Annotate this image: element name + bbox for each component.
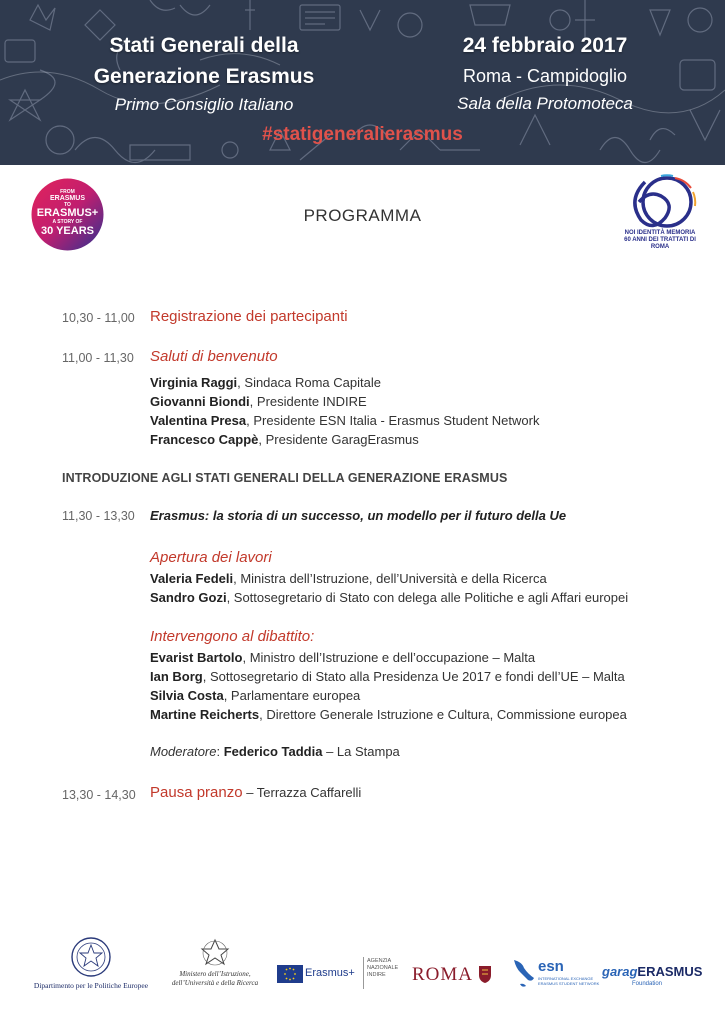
moderator-org: – La Stampa	[322, 744, 400, 759]
programma-title: PROGRAMMA	[303, 206, 422, 225]
registration-time: 10,30 - 11,00	[62, 311, 135, 325]
welcome-time: 11,00 - 11,30	[62, 351, 134, 365]
sixty-logo-line1: NOI IDENTITÀ MEMORIA	[624, 230, 696, 236]
moderator-line	[150, 744, 400, 759]
esn-italia-logo	[510, 958, 600, 990]
miur-logo	[165, 937, 265, 995]
speaker-name: Ian Borg	[150, 669, 203, 684]
apertura-speaker	[150, 571, 547, 586]
republic-emblem-icon	[165, 937, 265, 967]
speaker-role: , Sottosegretario di Stato con delega alle Politiche e agli Affari europei	[226, 590, 629, 605]
header-banner	[0, 0, 725, 165]
roma-shield-icon	[478, 964, 492, 984]
speaker-name: Sandro Gozi	[150, 590, 227, 605]
erasmus-logo-to-text: TO	[64, 202, 71, 208]
dibattito-speaker	[150, 707, 627, 722]
speaker-role: , Presidente ESN Italia - Erasmus Student Network	[246, 413, 540, 428]
apertura-speaker	[150, 590, 628, 605]
italian-emblem-icon	[30, 935, 152, 977]
esn-caption-line1: INTERNATIONAL EXCHANGE	[538, 976, 594, 981]
section-heading: INTRODUZIONE AGLI STATI GENERALI DELLA GENERAZIONE ERASMUS	[62, 471, 508, 485]
erasmus-logo-plus-text: ERASMUS+	[36, 207, 99, 219]
eu-flag-icon	[277, 965, 303, 983]
erasmus-plus-indire-logo	[277, 958, 399, 989]
lunch-title: Pausa pranzo	[150, 784, 243, 801]
speaker-name: Virginia Raggi	[150, 375, 238, 390]
dibattito-speaker	[150, 688, 360, 703]
erasmus-logo-from-text: FROM	[60, 189, 75, 195]
speaker-role: , Sottosegretario di Stato alla Presidenza Ue 2017 e fondi dell’UE – Malta	[202, 669, 625, 684]
garag-erasmus-wordmark: ERASMUS	[637, 964, 703, 979]
dpe-logo	[30, 935, 152, 995]
lunch-place: – Terrazza Caffarelli	[242, 785, 362, 800]
dpe-caption: Dipartimento per le Politiche Europee	[33, 981, 149, 990]
speaker-role: , Ministra dell’Istruzione, dell’Università e della Ricerca	[233, 571, 547, 586]
speaker-name: Valeria Fedeli	[150, 571, 234, 586]
miur-caption-line1: Ministero dell’Istruzione,	[179, 970, 251, 978]
moderator-name: Federico Taddia	[223, 744, 323, 759]
esn-wordmark: esn	[538, 958, 564, 975]
dibattito-title: Intervengono al dibattito:	[150, 628, 315, 645]
speaker-role: , Sindaca Roma Capitale	[237, 375, 381, 390]
welcome-speaker	[150, 432, 419, 447]
event-title-block	[74, 30, 334, 118]
speaker-name: Francesco Cappè	[150, 432, 259, 447]
keynote-time: 11,30 - 13,30	[62, 509, 135, 523]
garag-wordmark: garag	[602, 964, 638, 979]
roma-capitale-logo	[412, 962, 494, 990]
indire-caption-line1: AGENZIA	[367, 958, 392, 964]
keynote-title: Erasmus: la storia di un successo, un modello per il futuro della Ue	[150, 508, 567, 523]
speaker-role: , Ministro dell’Istruzione e dell’occupazione – Malta	[242, 650, 536, 665]
speaker-name: Valentina Presa	[150, 413, 247, 428]
speaker-name: Silvia Costa	[150, 688, 224, 703]
event-subtitle: Primo Consiglio Italiano	[114, 95, 294, 114]
event-title-line1: Stati Generali della	[109, 34, 299, 57]
speaker-role: , Presidente GaragErasmus	[258, 432, 419, 447]
event-title-line2: Generazione Erasmus	[93, 65, 315, 88]
erasmus-plus-wordmark: Erasmus+	[305, 967, 355, 979]
erasmus-logo-story-text: A STORY OF	[52, 219, 83, 225]
dibattito-speaker	[150, 669, 625, 684]
welcome-speaker	[150, 413, 539, 428]
miur-caption-line2: dell’Università e della Ricerca	[171, 979, 259, 987]
event-date: 24 febbraio 2017	[462, 34, 628, 57]
erasmus-logo-erasmus-text: ERASMUS	[49, 195, 86, 202]
garagerasmus-logo	[602, 958, 703, 994]
speaker-name: Martine Reicherts	[150, 707, 260, 722]
logo-divider	[363, 957, 364, 989]
sixty-logo-line2: 60 ANNI DEI TRATTATI DI ROMA	[624, 237, 696, 250]
esn-caption-line2: ERASMUS STUDENT NETWORK	[538, 981, 600, 986]
welcome-speaker	[150, 375, 381, 390]
indire-caption-line3: INDIRE	[367, 972, 386, 978]
speaker-role: , Parlamentare europea	[223, 688, 361, 703]
sixty-years-treaties-logo	[615, 172, 705, 252]
speaker-name: Giovanni Biondi	[150, 394, 250, 409]
welcome-speaker	[150, 394, 367, 409]
registration-title: Registrazione dei partecipanti	[150, 308, 348, 325]
welcome-title: Saluti di benvenuto	[150, 348, 278, 365]
event-hashtag: #statigeneralierasmus	[262, 124, 463, 145]
speaker-name: Evarist Bartolo	[150, 650, 243, 665]
event-when-where-block	[440, 30, 650, 117]
event-location: Roma - Campidoglio	[462, 66, 628, 86]
roma-wordmark: ROMA	[412, 964, 474, 985]
moderator-colon: :	[216, 744, 224, 759]
lunch-line	[150, 784, 361, 801]
garag-caption: Foundation	[632, 981, 663, 987]
speaker-role: , Presidente INDIRE	[249, 394, 367, 409]
event-venue: Sala della Protomoteca	[457, 94, 633, 113]
dibattito-speaker	[150, 650, 535, 665]
apertura-title: Apertura dei lavori	[150, 549, 272, 566]
indire-caption-line2: NAZIONALE	[367, 965, 399, 971]
italy-map-icon	[510, 958, 538, 988]
lunch-time: 13,30 - 14,30	[62, 788, 136, 802]
sixty-logo-graphic	[615, 172, 705, 230]
speaker-role: , Direttore Generale Istruzione e Cultura, Commissione europea	[259, 707, 627, 722]
erasmus-logo-years-text: 30 YEARS	[41, 225, 94, 237]
moderator-label: Moderatore	[150, 744, 217, 759]
